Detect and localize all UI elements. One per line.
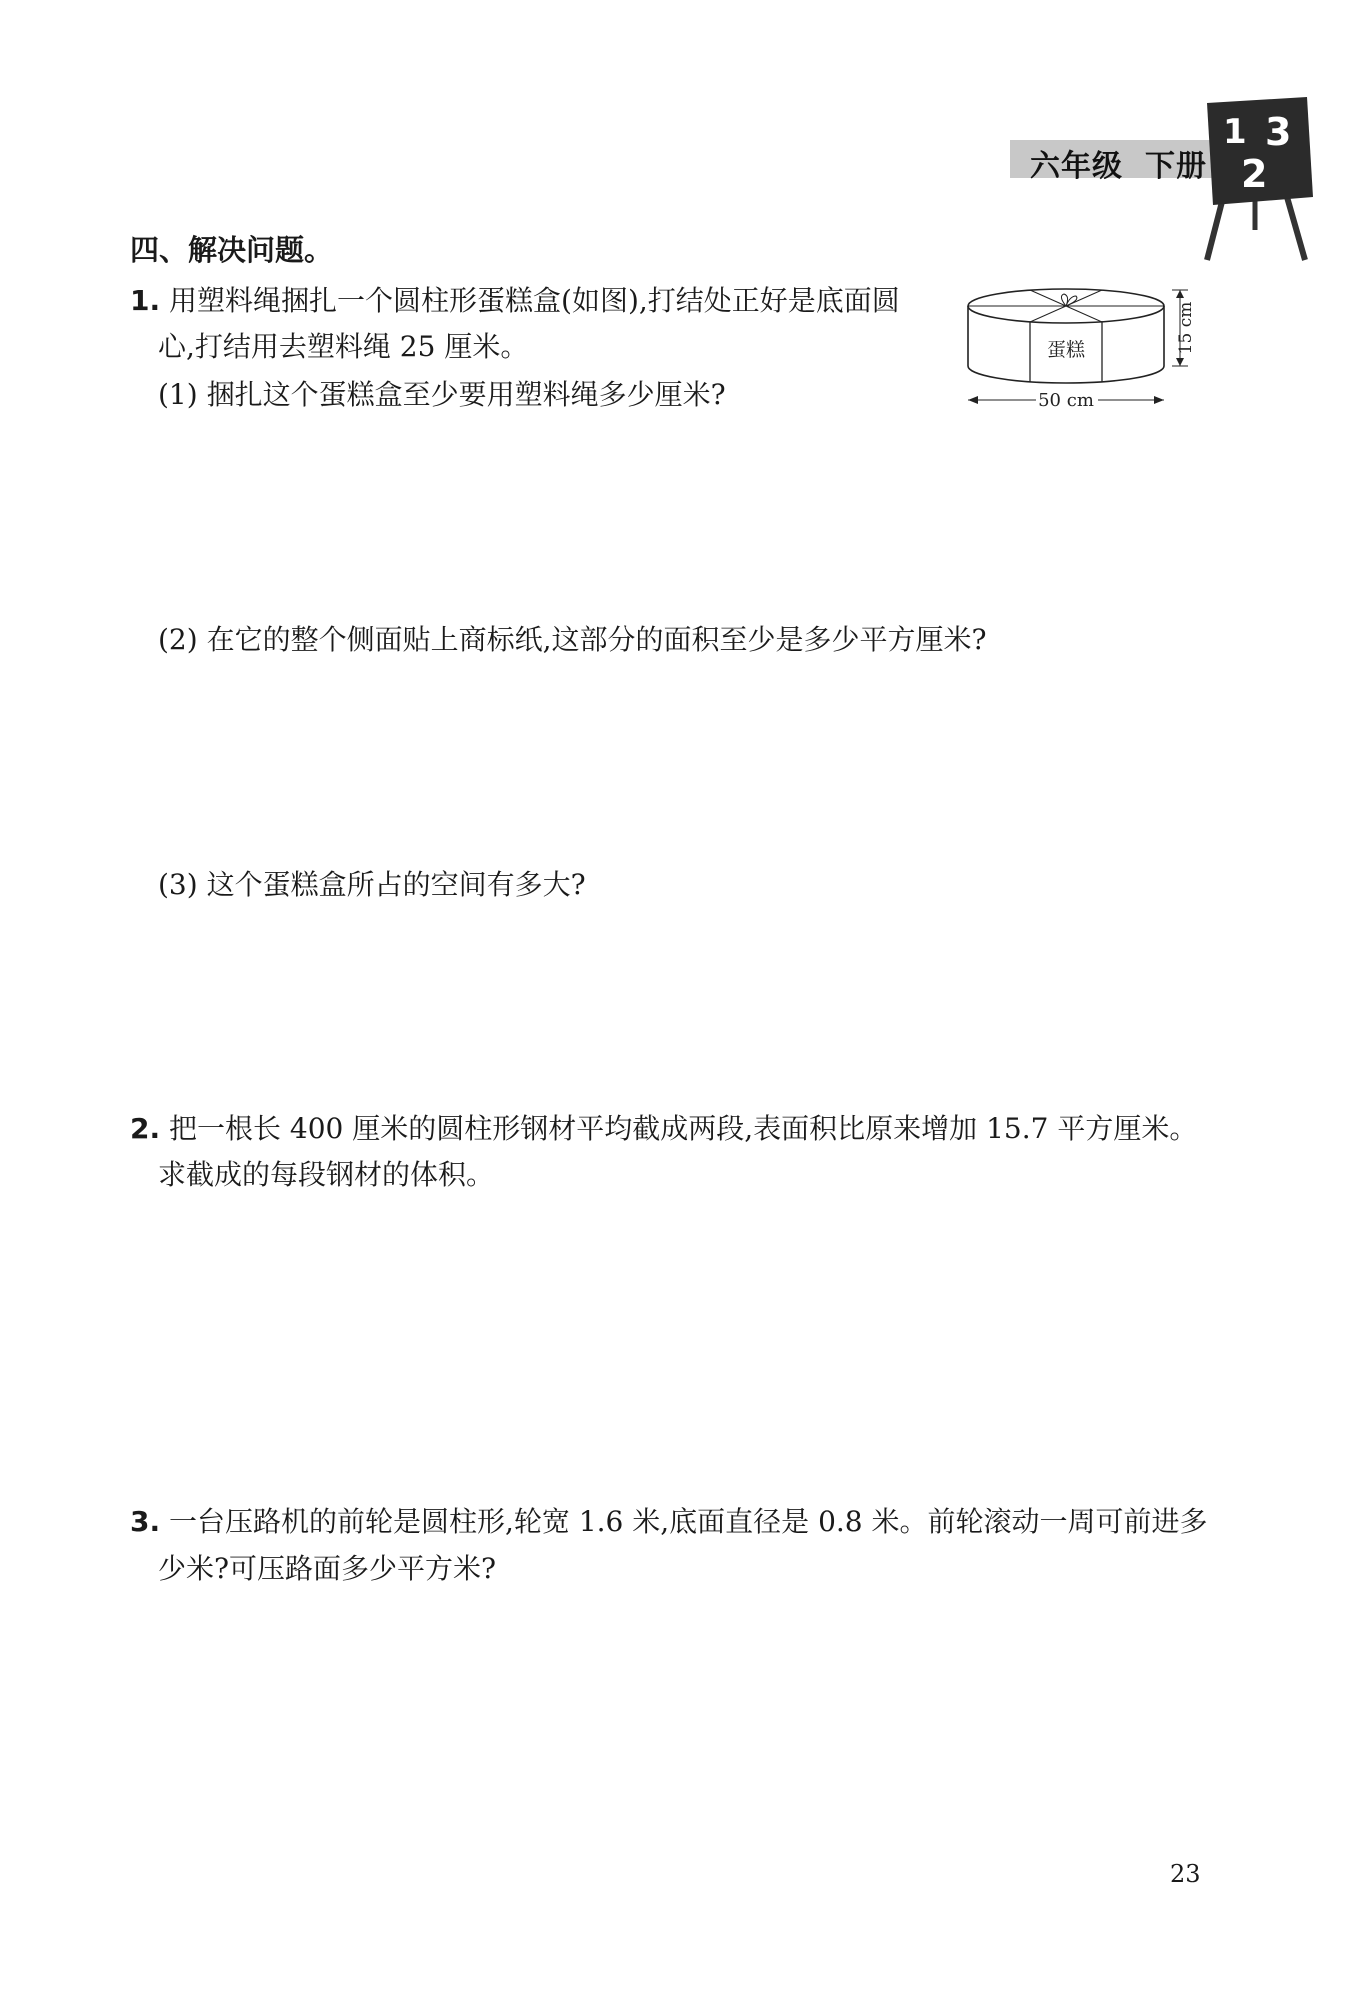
page-number: 23 (1170, 1860, 1201, 1888)
height-label: 15 cm (1176, 301, 1196, 355)
question-1-text-1: 用塑料绳捆扎一个圆柱形蛋糕盒(如图),打结处正好是底面圆 (169, 284, 900, 317)
board-digit-1: 1 (1223, 112, 1247, 152)
question-3-text-1: 一台压路机的前轮是圆柱形,轮宽 1.6 米,底面直径是 0.8 米。前轮滚动一周可前进多 (169, 1505, 1208, 1538)
question-3-number: 3. (130, 1505, 161, 1538)
cake-box-figure (966, 282, 1206, 414)
question-1-sub-2: (2) 在它的整个侧面贴上商标纸,这部分的面积至少是多少平方厘米? (158, 623, 987, 656)
chalkboard-icon (1195, 95, 1315, 265)
question-1-number: 1. (130, 284, 161, 317)
question-2-line-1 (130, 1112, 1197, 1146)
question-3-line-2: 少米?可压路面多少平方米? (158, 1552, 497, 1585)
question-1-line-1 (130, 284, 900, 318)
header-grade: 六年级 (1030, 149, 1123, 184)
header-grade-volume (1030, 141, 1207, 185)
question-2-text-1: 把一根长 400 厘米的圆柱形钢材平均截成两段,表面积比原来增加 15.7 平方厘米。 (169, 1112, 1198, 1145)
question-3-line-1 (130, 1505, 1208, 1539)
board-digit-3: 3 (1265, 110, 1292, 154)
diameter-label: 50 cm (1038, 390, 1094, 411)
question-2-number: 2. (130, 1112, 161, 1145)
question-1-sub-3: (3) 这个蛋糕盒所占的空间有多大? (158, 868, 586, 901)
section-title: 四、解决问题。 (130, 233, 334, 267)
question-1-line-2: 心,打结用去塑料绳 25 厘米。 (158, 330, 529, 363)
question-1-sub-1: (1) 捆扎这个蛋糕盒至少要用塑料绳多少厘米? (158, 378, 726, 411)
board-digit-2: 2 (1241, 152, 1268, 196)
question-2-line-2: 求截成的每段钢材的体积。 (158, 1158, 495, 1191)
cake-label: 蛋糕 (1046, 339, 1086, 361)
header-volume: 下册 (1145, 149, 1207, 184)
